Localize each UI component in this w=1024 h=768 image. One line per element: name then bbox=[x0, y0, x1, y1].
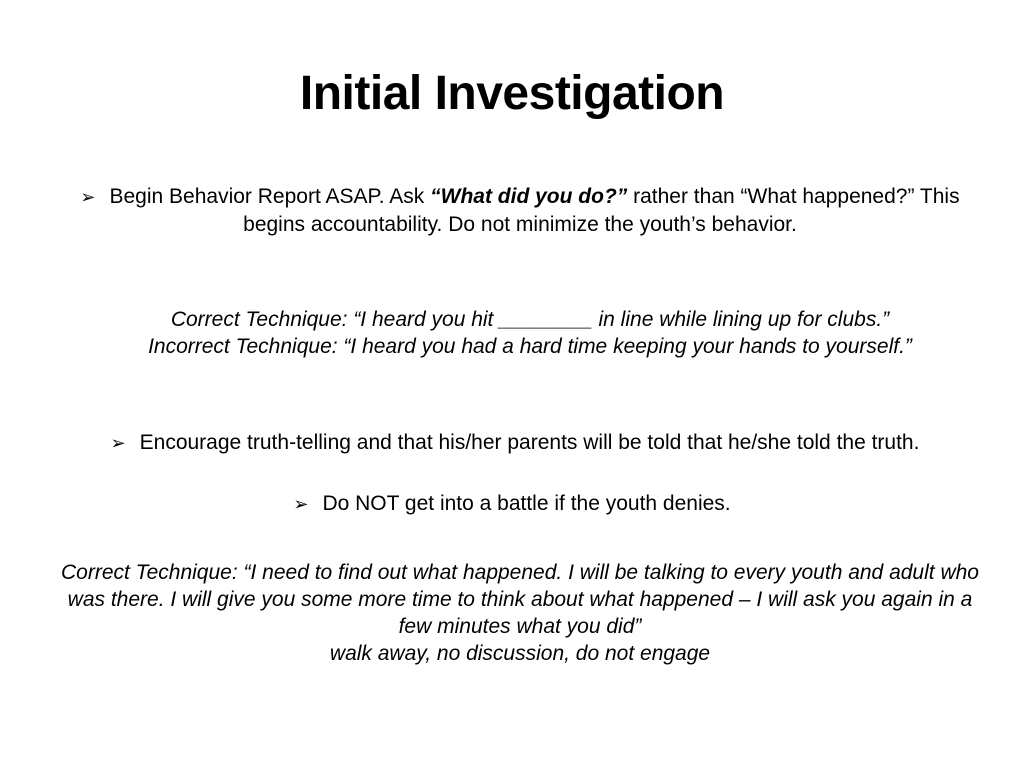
example-technique-2 bbox=[55, 559, 985, 667]
bullet-text: Encourage truth-telling and that his/her parents will be told that he/she told the truth. bbox=[139, 431, 920, 454]
incorrect-technique-text: Incorrect Technique: “I heard you had a hard time keeping your hands to yourself.” bbox=[148, 335, 912, 358]
bullet-text: Do NOT get into a battle if the youth denies. bbox=[322, 492, 731, 515]
arrow-bullet-icon: ➢ bbox=[80, 187, 96, 208]
bullet-no-battle bbox=[0, 490, 1024, 518]
bullet-text-post: rather than “What happened?” This begins accountability. Do not minimize the youth’s behavior. bbox=[243, 185, 960, 236]
bullet-text-pre: Begin Behavior Report ASAP. Ask bbox=[109, 185, 431, 208]
slide-title: Initial Investigation bbox=[299, 67, 725, 120]
bullet-text-emphasis: “What did you do?” bbox=[430, 185, 628, 208]
bullet-behavior-report bbox=[70, 183, 970, 238]
arrow-bullet-icon: ➢ bbox=[110, 433, 126, 454]
bullet-truth-telling bbox=[50, 429, 980, 457]
example-technique-1 bbox=[80, 306, 980, 360]
correct-technique-text: Correct Technique: “I need to find out what happened. I will be talking to every youth and adult who was there. I will give you some more time to think about what happened – I will ask you again in a few minutes what you did” bbox=[61, 561, 979, 638]
technique-note-text: walk away, no discussion, do not engage bbox=[329, 642, 711, 665]
arrow-bullet-icon: ➢ bbox=[293, 494, 309, 515]
correct-technique-text: Correct Technique: “I heard you hit ________ in line while lining up for clubs.” bbox=[170, 308, 890, 331]
